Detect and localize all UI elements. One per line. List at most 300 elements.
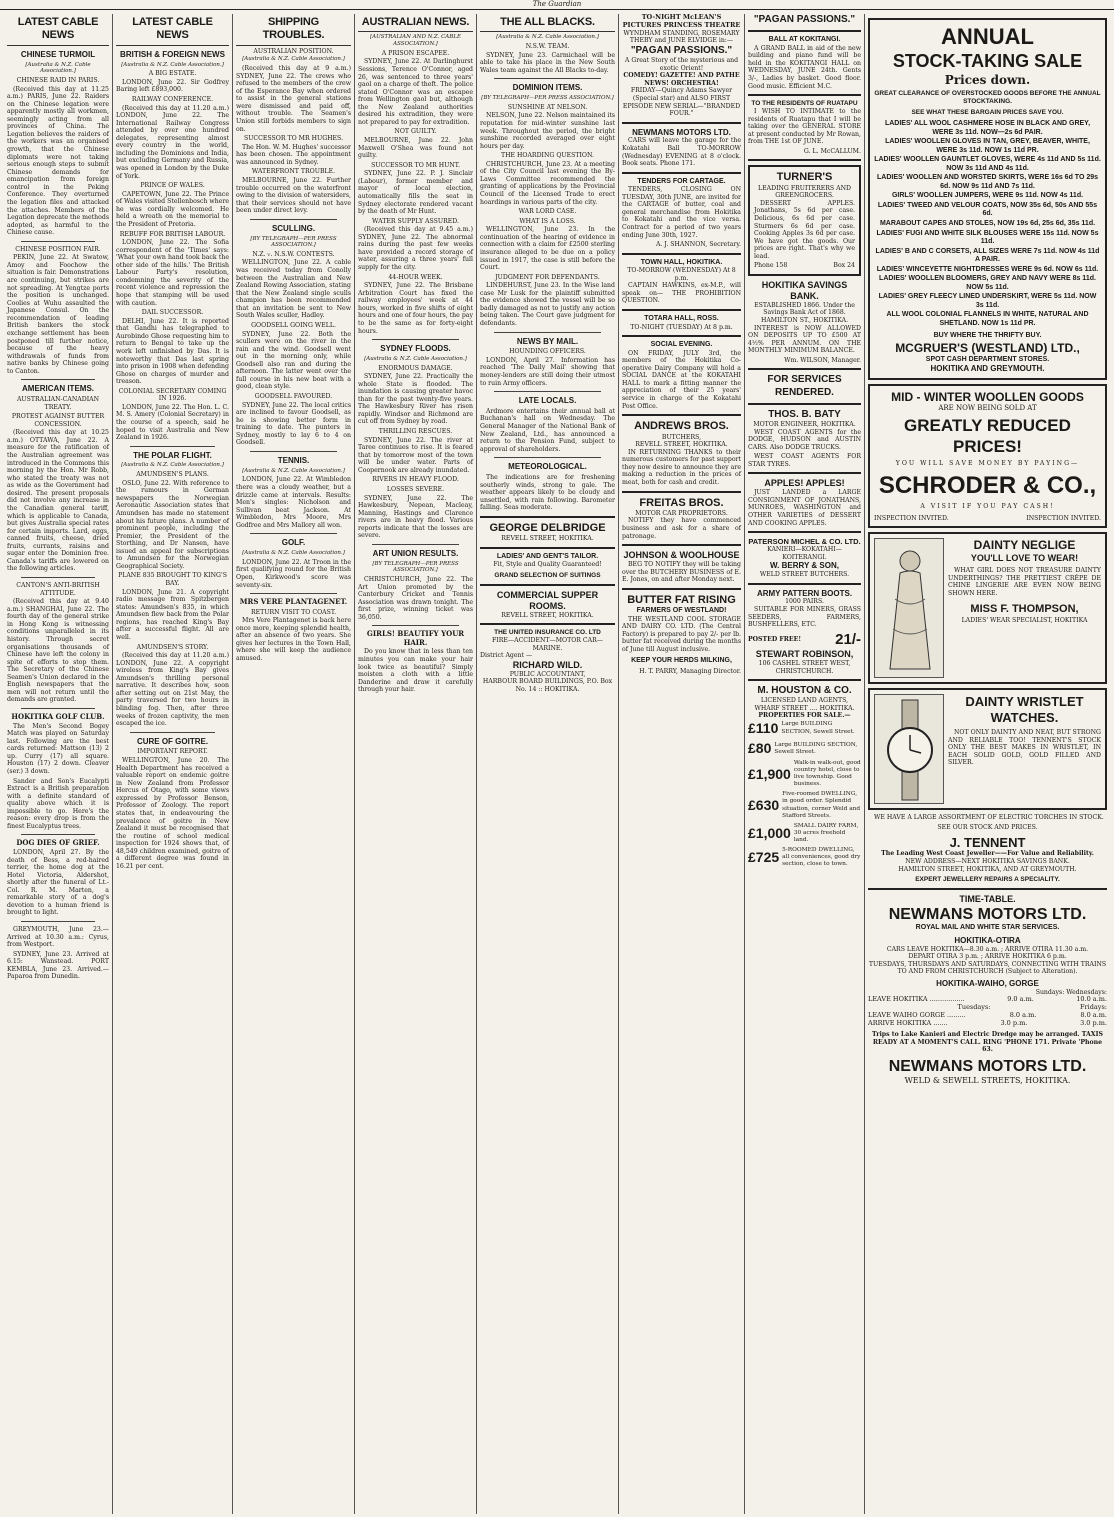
property-description: Large BUILDING SECTION, Sewell Street.: [774, 741, 858, 755]
story-text: (Received this day at 10.25 a.m.) OTTAWA, June 22. A measure for the ratification of the Australian agreement was introduced in the Commons this morning by the Hon. Mr Robb, who stated the treaty was not as wide as the Government had desired. The present proposals did not involve any increase in the Canadian general tariff, which is applicable to Canada, but gives Australia special rates for certain imports. Lard, eggs, canned fruits, cheese, dried fruits, currants, raisins and sugar enter the Dominion free. Canada's tariffs are lowered on the following articles.: [7, 429, 109, 573]
story-subtitle: PROTEST AGAINST BUTTER CONCESSION.: [11, 413, 105, 428]
advert-subtitle: MOTOR ENGINEER, HOKITIKA.: [753, 420, 856, 428]
story-subtitle: AUSTRALIAN-CANADIAN TREATY.: [16, 396, 100, 411]
sale-item: LADIES' TWEED AND VELOUR COATS, NOW 35s 6d, 50s AND 55s 6d.: [877, 201, 1098, 218]
timetable-cell: 9.0 a.m.: [1007, 995, 1034, 1004]
advert-title: THE UNITED INSURANCE CO. LTD: [494, 629, 601, 637]
story-head: HOUNDING OFFICERS.: [509, 348, 586, 356]
advert-address: 106 CASHEL STREET WEST,: [758, 659, 851, 667]
story-text: (Received this day at 11.25 a.m.) PARIS, June 22. Raiders on the Chinese legation were apparently mostly all workmen, seemingly acting from all provinces of China. The Legation believes the raiders of the workers was an organised growth, that the Chinese diplomats were not taking serious enough steps to submit Chinese demands for emancipation from foreign control in the Peking Conference. They overturned the legation files and attacked the attaches. Members of the Legation deprecate the methods adopted, as harmful to the Chinese cause.: [7, 85, 109, 237]
property-price: £725: [748, 848, 780, 865]
timetable-cell: 8.0 a.m.: [1009, 1011, 1037, 1020]
divider: [21, 708, 95, 709]
story-head: COLONIAL SECRETARY COMING IN 1926.: [118, 387, 227, 403]
story-title: HOKITIKA GOLF CLUB.: [11, 712, 105, 722]
timetable-cell: ARRIVE HOKITIKA .......: [868, 1019, 948, 1028]
price-row: [748, 631, 861, 649]
story-text: PEKIN, June 22. At Swatow, Amoy and Foochow the situation is fair. Demonstrations are continuing, but strikes are not spreading. At Yengtze ports the position is unchanged. Coolies at Wuhu assaulted the Japanese Consul. On the recommendation of leading British bankers the stock exchange settlement has been postponed till further notice, because of the heavy withdrawals of funds from native banks by Chinese going to Canton.: [7, 254, 109, 375]
store-name: MCGRUER'S (WESTLAND) LTD.,: [895, 340, 1080, 355]
store-address: HAMILTON STREET, HOKITIKA, AND AT GREYMOUTH.: [898, 865, 1077, 873]
shipping-text: SYDNEY, June 23. Arrived at 6.15: Wanstead. PORT KEMBLA, June 23. Arrived.—Paparoa from Dunedin.: [7, 950, 109, 981]
story-head: SUCCESSOR TO MR HUNT.: [371, 161, 460, 169]
advert-title: MID - WINTER WOOLLEN GOODS: [891, 389, 1084, 404]
advert-title: SOCIAL EVENING.: [650, 341, 713, 349]
advert-address: WHARF STREET .... HOKITIKA.: [754, 704, 855, 712]
story-head: N.Z. v. N.S.W. CONTESTS.: [252, 250, 335, 258]
story-text: SYDNEY, June 22. P. J. Sinclair (Labour), former member and mayor of local election, automatically fills the seat in Sydney electorate rendered vacant by the death of Mr Hunt.: [358, 170, 473, 216]
sale-item: LADIES' FUGI AND WHITE SILK BLOUSES WERE 15s 11d. NOW 5s 11d.: [876, 229, 1099, 246]
advert-text: GREAT CLEARANCE OF OVERSTOCKED GOODS BEFORE THE ANNUAL STOCKTAKING.: [874, 90, 1101, 106]
advert-title: RICHARD WILD.: [512, 659, 583, 670]
property-listing: [748, 847, 861, 868]
sale-item: GIRLS' WOOLLEN JUMPERS, WERE 9s 11d. NOW 4s 11d.: [891, 192, 1084, 200]
story-title: METEOROLOGICAL.: [508, 462, 587, 472]
advert-subtitle: LEADING FRUITERERS AND GREENGROCERS.: [758, 184, 851, 200]
sale-item: LADIES' WOOLLEN AND WORSTED SKIRTS, WERE 16s 6d TO 29s 6d. NOW 9s 11d AND 7s 11d.: [876, 174, 1099, 190]
advert-title: COMMERCIAL SUPPER ROOMS.: [496, 589, 599, 611]
advert-title: NEWMANS MOTORS LTD.: [632, 127, 731, 137]
story-text: WELLINGTON, June 22. A cable was received today from Conolly between the Australian and New Zealand Rowing Association, stating that the New Zealand single sculls champion has been recommended that an invitation be sent to New South Wales sculler, Hadley.: [236, 259, 351, 320]
timetable-row: [868, 1020, 1107, 1028]
advert-text: HARBOUR BOARD BUILDINGS, P.O. Box No. 14 :: HOKITIKA.: [482, 678, 613, 693]
story-title: TENNIS.: [277, 455, 310, 465]
property-price: £80: [748, 740, 772, 757]
advert-title: ANDREWS BROS.: [634, 420, 729, 433]
advert-text: SEE OUR STOCK AND PRICES.: [937, 823, 1038, 831]
advert-signature: Wm. WILSON, Manager.: [784, 356, 861, 364]
story-title: THE POLAR FLIGHT.: [133, 450, 212, 460]
story-head: SUNSHINE AT NELSON.: [507, 103, 588, 111]
story-title: MRS VERE PLANTAGENET.: [239, 597, 348, 607]
advert-signature: H. T. PARRY, Managing Director.: [639, 668, 741, 676]
story-text: The Men's Second Bogey Match was played on Saturday last. Following are the best cards returned: Mattson (13) 2 up. Curry (17) all square. Houston (17) 2 down. Cleaver (ser.) 3 down.: [7, 722, 109, 775]
advert-text: INTEREST is NOW ALLOWED ON DEPOSITS UP TO £500 AT 4½% PER ANNUM. ON THE MONTHLY MINIMUM BALANCE.: [748, 324, 861, 355]
column-header: LATEST CABLE NEWS: [7, 14, 109, 46]
story-head: PLANE 835 BROUGHT TO KING'S BAY.: [118, 572, 227, 588]
timetable-days: Sundays: Wednesdays:: [1035, 988, 1107, 996]
story-head: WAR LORD CASE.: [518, 208, 577, 216]
store-subtitle: LADIES' WEAR SPECIALIST, HOKITIKA: [961, 616, 1088, 624]
story-head: WATER SUPPLY ASSURED.: [372, 217, 459, 225]
story-head: RIVERS IN HEAVY FLOOD.: [372, 476, 459, 484]
advert-text: CAPTAIN HAWKINS, ex-M.P., will speak on— THE PROHIBITION QUESTION.: [622, 282, 741, 305]
column-header: LATEST CABLE NEWS: [116, 14, 229, 46]
lady-illustration-icon: [874, 538, 944, 678]
watches-advert: [868, 688, 1107, 810]
timetable-cell: 3.0 p.m.: [1080, 1019, 1107, 1028]
story-title: GOLF.: [281, 538, 306, 548]
advert-title: "PAGAN PASSIONS.": [630, 44, 733, 56]
story-head: N.S.W. TEAM.: [525, 43, 570, 51]
story-title: CANTON'S ANTI-BRITISH ATTITUDE.: [16, 582, 100, 597]
advert-title: "PAGAN PASSIONS.": [753, 14, 856, 25]
advert-text: WE HAVE A LARGE ASSORTMENT OF ELECTRIC TORCHES IN STOCK.: [874, 814, 1104, 822]
story-head: AMUNDSEN'S STORY.: [136, 643, 209, 651]
advert-subtitle: FARMERS OF WESTLAND!: [636, 607, 727, 615]
story-head: GOODSELL FAVOURED.: [254, 393, 333, 401]
shipping-text: GREYMOUTH, June 23.—Arrived at 10.30 a.m.: Cyrus, from Westport.: [7, 926, 109, 949]
divider: [622, 414, 741, 416]
advert-title: BUTTER FAT RISING: [627, 593, 736, 606]
advert-title: M. HOUSTON & CO.: [757, 685, 852, 697]
story-text: LONDON, April 27. By the death of Bess, a red-haired terrier, the home dog at the Hotel Victoria, Aldershot, shortly after the funeral of Lt.-Col. R. M. Marten, a remarkable story of a dog's devotion to a human friend is brought to light.: [7, 848, 109, 917]
divider: [250, 219, 337, 220]
story-title: LATE LOCALS.: [518, 396, 577, 406]
price-value: 21/-: [835, 630, 861, 648]
advert-subtitle: Prices down.: [944, 72, 1031, 87]
advert-text: Fit, Style and Quality Guaranteed!: [493, 561, 602, 569]
contact-row: [754, 262, 855, 270]
advert-subtitle: BUTCHERS,: [661, 433, 702, 441]
divider: [250, 593, 337, 594]
story-credit: [Australia & N.Z. Cable Association.]: [364, 355, 467, 362]
advert-text: IN RETURNING THANKS to their numerous customers for past support they now desire to announce they are making a reduction in the prices of meat, both for cash and credit.: [622, 448, 741, 486]
property-listing: [748, 823, 861, 844]
column-header: THE ALL BLACKS.: [480, 14, 615, 32]
story-title: CURE OF GOITRE.: [136, 736, 209, 746]
advert-title: DAINTY WRISTLET WATCHES.: [965, 694, 1084, 726]
divider: [250, 533, 337, 534]
divider: [372, 625, 459, 626]
story-credit: [BY TELEGRAPH—PER PRESS ASSOCIATION.]: [250, 235, 337, 249]
store-subtitle: SPOT CASH DEPARTMENT STORES.: [925, 355, 1050, 363]
story-head: WATERFRONT TROUBLE.: [251, 168, 336, 176]
property-listing: [748, 720, 861, 737]
divider: [748, 368, 861, 370]
advert-address: REVELL STREET, HOKITIKA.: [501, 535, 594, 543]
story-text: WELLINGTON, June 23. In the continuation of the hearing of evidence in connection with a claim for £2500 sterling insurance alleged to be due on a policy issued in 1917, the case is still before the Court.: [480, 226, 615, 272]
divider: [21, 577, 95, 578]
advert-text: KEEP YOUR HERDS MILKING,: [631, 656, 732, 664]
story-subtitle: LOSSES SEVERE.: [386, 485, 445, 493]
advert-text: ESTABLISHED 1866. Under the Savings Bank Act of 1868. HAMILTON ST., HOKITIKA.: [754, 301, 855, 325]
woollen-goods-advert: [868, 384, 1107, 529]
advert-title: THOS. B. BATY: [768, 408, 841, 420]
stocktaking-advert: [868, 18, 1107, 380]
story-text: MELBOURNE, June 22. Further trouble occurred on the waterfront owing to the division of watersiders, that their services should not have been under direct levy.: [236, 176, 351, 215]
timetable-subtitle: ROYAL MAIL AND WHITE STAR SERVICES.: [915, 924, 1060, 932]
sale-item: LADIES' B AND C CORSETS, ALL SIZES WERE 7s 11d. NOW 4s 11d A PAIR.: [875, 247, 1100, 264]
story-text: Sander and Son's Eucalypti Extract is a British preparation with a definite standard of quality above which it is impossible to go. Here's the reason: every drop is from the finest Eucalyptus trees.: [7, 777, 109, 830]
story-head: A PRISON ESCAPEE.: [381, 49, 450, 57]
story-credit: [Australia & N.Z. Cable Association.]: [121, 61, 224, 68]
advert-text: JUST LANDED a LARGE CONSIGNMENT OF JONATHANS, MUNROES, WASHINGTON and OTHER VARIETIES of DESSERT AND COOKING APPLES.: [748, 489, 861, 527]
divider: [622, 172, 741, 174]
story-text: LONDON, June 22. The Sofia correspondent of the 'Times' says: 'What your own hand took back the other side of the hills.' The British Labour Party's resolution, condemning the severity of the recent violence and repression the hope that stamping will be used with caution.: [116, 239, 229, 307]
advert-subtitle: KANIERI—KOKATAHI—KOITERANGI.: [767, 546, 842, 561]
divider: [622, 491, 741, 493]
advert-title: DAINTY NEGLIGE: [973, 538, 1076, 553]
divider: [250, 451, 337, 452]
story-text: SYDNEY, June 22. The Hawkesbury, Nepean, Macleay, Manning, Hastings and Clarence rivers are in heavy flood. Various reports indicate that the losses are severe.: [358, 494, 473, 540]
advert-text: FIRE—ACCIDENT—MOTOR CAR—MARINE.: [492, 637, 603, 652]
divider: [21, 379, 95, 380]
story-head: ENORMOUS DAMAGE.: [378, 364, 453, 372]
story-head: DAIL SUCCESSOR.: [141, 309, 204, 317]
story-title: SCULLING.: [271, 223, 316, 233]
advert-text: WHAT GIRL DOES NOT TREASURE DAINTY UNDERTHINGS? THE PRETTIEST CRÊPE DE CHINE LINGERIE ARE EVEN NOW BEING SHOWN HERE.: [948, 567, 1101, 597]
divider: [480, 584, 615, 586]
box-number: Box 24: [833, 262, 855, 270]
column-8: [864, 14, 1110, 1514]
advert-text: NOT ONLY DAINTY AND NEAT, BUT STRONG AND RELIABLE TOO! TENNENT'S STOCK ONLY THE BEST MAKES IN WRISTLET, IN EACH SOLID GOLD, GOLD FILLED AND SILVER.: [948, 729, 1101, 767]
advert-text: Do you know that in less than ten minutes you can make your hair look twice as beautiful? Simply moisten a cloth with a little Danderine and draw it carefully through your hair.: [358, 648, 473, 694]
story-head: THE HOARDING QUESTION.: [500, 152, 594, 160]
advert-text: YOU WILL SAVE MONEY BY PAYING—: [895, 460, 1080, 468]
story-text: (Received this day at 9.45 a.m.) SYDNEY, June 22. The abnormal rains during the past few weeks have provided a record storage of water, assuring a three years' full supply for the city.: [358, 226, 473, 271]
property-description: Walk-in walk-out, good country hotel, close to live township. Good business.: [793, 760, 861, 788]
timetable-cell: Tuesdays:: [957, 1003, 991, 1012]
advert-subtitle: MOTOR CAR PROPRIETORS.: [635, 509, 728, 517]
advert-title: TOWN HALL, HOKITIKA.: [640, 258, 723, 266]
advert-title: STEWART ROBINSON,: [755, 649, 854, 660]
divider: [480, 547, 615, 549]
story-text: (Received this day at 11.20 a.m.) LONDON, June 22. The International Railway Congress attended by over one hundred delegates, representing almost every country in the world, including the Dominions and India, but excluding Germany and Russia, was opened in London by the Duke of York.: [116, 104, 229, 180]
timetable-cell: LEAVE WAIHO GORGE .........: [868, 1011, 966, 1020]
story-head: A BIG ESTATE.: [148, 70, 197, 78]
timetable-cell: Fridays:: [1080, 1003, 1107, 1012]
story-title: CHINESE POSITION FAIR.: [15, 245, 101, 253]
advert-text: TO-MORROW (WEDNESDAY) At 8 p.m.: [627, 267, 736, 282]
divider: [494, 78, 601, 79]
advert-text: BEG TO NOTIFY they will be taking over the BUTCHERY BUSINESS of E. E. Jones, on and after Monday next.: [622, 561, 741, 584]
wristwatch-icon: [874, 694, 944, 804]
advert-title: FOR SERVICES RENDERED.: [767, 374, 842, 398]
property-price: £630: [748, 796, 780, 813]
advert-text: DESSERT APPLES. Jonathans, 5s 6d per case. Delicious, 6s 6d per case. Sturmers 6s 6d per case. Cooking Apples 3s 6d per case. We have got the goods. Our prices are right. That's why we lead.: [754, 199, 855, 260]
divider: [130, 732, 215, 733]
story-title: BRITISH & FOREIGN NEWS: [120, 49, 225, 59]
timetable-address: WELD & SEWELL STREETS, HOKITIKA.: [904, 1076, 1071, 1086]
story-text: LONDON, June 22. At Troon in the first qualifying round for the British Open, Kirkwood's score was seventy-six.: [236, 558, 351, 589]
story-text: CHRISTCHURCH, June 22. The Art Union promoted by the Canterbury Cricket and Tennis Association was drawn tonight. The first prize, winning ticket was 36,050.: [358, 576, 473, 621]
story-text: LINDEHURST, June 23. In the Wise land case Mr Lusk for the plaintiff submitted the evidence showed the vessel will be so badly damaged as not to justify any action being taken. The Court gave judgment for defendants.: [480, 282, 615, 327]
divider: [748, 159, 861, 161]
story-text: SYDNEY, June 22. The Brisbane Arbitration Court has fixed the railway employees' week at 44 hours, worked in five shifts of eight hours and one of four hours, the pay to be the same as for forty-eight hours.: [358, 282, 473, 335]
story-credit: [Australia & N.Z. Cable Association.]: [242, 550, 345, 557]
price-label: POSTED FREE!: [748, 636, 802, 644]
story-head: JUDGMENT FOR DEFENDANTS.: [495, 273, 600, 281]
story-text: (Received this day at 11.20 a.m.) LONDON, June 22. A copyright wireless from King's Bay gives Amundsen's thrilling personal narrative. It describes how, soon after setting out on 21st May, the party traversed for two hours in blinding fog. Then, after three weeks of frozen captivity, the men escaped the ice.: [116, 652, 229, 728]
story-text: (Received this day at 9.40 a.m.) SHANGHAI, June 22. The fourth day of the general strike in Hong Kong is witnessing conditions unparalleled in its history. Through secret organisations thousands of Chinese have left the colony in spite of efforts to stop them. The Secretary of the Chinese Seamen's Union declared in the English newspapers that the men will not return until the demands are granted.: [7, 598, 109, 704]
story-text: LONDON, June 21. A copyright radio message from Spitzbergen states: Amundsen's 835, in which Amundsen flew back from the Polar regions, has reached King's Bay after a successful flight. All are well.: [116, 588, 229, 641]
column-header: AUSTRALIAN NEWS.: [358, 14, 473, 32]
advert-text: WEST COAST AGENTS for the DODGE, HUDSON and AUSTIN CARS. Also DODGE TRUCKS.: [748, 428, 861, 451]
advert-subtitle: 1000 PAIRS.: [785, 598, 824, 606]
story-head: SUCCESSOR TO MR HUGHES.: [243, 135, 344, 143]
store-address: NEW ADDRESS—NEXT HOKITIKA SAVINGS BANK.: [905, 857, 1070, 865]
timetable-cell: LEAVE HOKITIKA .................: [868, 995, 965, 1004]
story-credit: [AUSTRALIAN AND N.Z. CABLE ASSOCIATION.]: [370, 34, 461, 48]
advert-subtitle: ARE NOW BEING SOLD AT: [938, 404, 1037, 413]
timetable-route: HOKITIKA-OTIRA: [954, 936, 1021, 946]
story-text: SYDNEY, June 22. At Darlinghurst Sessions, Terence O'Connor, aged 26, was sentenced to three years' gaol on a charge of theft. The police stated O'Connor was an escapee from Wellington gaol but, although the New Zealand authorities desired his extradition, they were not prepared to pay for extradition.: [358, 58, 473, 126]
advert-subtitle: LADIES' AND GENT'S TAILOR.: [496, 552, 599, 560]
advert-title: GREATLY REDUCED PRICES!: [904, 415, 1071, 456]
property-listing: [748, 760, 861, 788]
sale-item: MARABOUT CAPES AND STOLES, NOW 19s 6d, 25s 6d, 35s 11d.: [879, 220, 1096, 228]
divider: [21, 241, 95, 242]
story-head: RAILWAY CONFERENCE.: [131, 95, 214, 103]
property-price: £1,900: [748, 765, 791, 782]
story-title: SYDNEY FLOODS.: [380, 344, 451, 354]
divider: [21, 834, 95, 835]
advert-text: FRIDAY—Quincy Adams Sawyer (Special star) and ALSO FIRST EPISODE NEW SERIAL—"BRANDED FOUR.": [622, 87, 741, 118]
divider: [748, 30, 861, 32]
neglige-advert: [868, 532, 1107, 684]
divider: [622, 309, 741, 311]
divider: [748, 94, 861, 96]
column-1: [4, 14, 112, 1514]
store-name: SCHRODER & CO.,: [878, 472, 1097, 500]
advert-text: ON FRIDAY, JULY 3rd, the members of the Hokitika Co-operative Dairy Company will hold a SOCIAL DANCE at the KOKATAHI HALL to mark a fitting manner the appreciation of their 25 years' service in charge of the Kokatahi Post Office.: [622, 349, 741, 410]
divider: [868, 888, 1107, 890]
advert-title: JOHNSON & WOOLHOUSE: [623, 550, 740, 561]
column-3: [232, 14, 354, 1514]
advert-title: APPLES! APPLES!: [764, 478, 845, 489]
story-text: SYDNEY, June 23. Carmichael will be able to take his place in the New South Wales team against the All Blacks to-day.: [480, 51, 615, 74]
story-head: AMUNDSEN'S PLANS.: [136, 471, 209, 479]
column-6: [618, 14, 744, 1514]
store-subtitle: The Leading West Coast Jeweller——For Value and Reliability.: [881, 850, 1094, 858]
advert-title: HOKITIKA SAVINGS BANK.: [761, 279, 848, 301]
property-description: SMALL DAIRY FARM, 30 acres freehold land.: [793, 822, 859, 843]
advert-text: TO-NIGHT McLEAN'S PICTURES PRINCESS THEATRE: [622, 14, 741, 29]
story-text: OSLO, June 22. With reference to the rumours in German newspapers the Norwegian Aeronautic Association states that Amundsen has made no statement about his future plans. A number of prominent people, including the Premier, the President of the Storthing, and Dr Nansen, have issued an appeal for subscriptions to Amundsen for the Norwegian Geographical Society.: [116, 479, 229, 570]
advert-signature: G. L. McCALLUM.: [803, 147, 861, 155]
story-credit: [Australia & N.Z. Cable Association.]: [496, 34, 599, 41]
divider: [372, 544, 459, 545]
advert-subtitle: LICENSED LAND AGENTS,: [760, 697, 849, 705]
story-text: DELHI, June 22. It is reported that Gandhi has telegraphed to Aurobindo Ghose requesting him to return to Bengal to take up the work left unfinished by Das. It is noteworthy that Das last spring into prison in 1908 when defending Ghose on charges of murder and treason.: [116, 317, 229, 386]
divider: [748, 679, 861, 681]
story-text: SYDNEY, June 22. The local critics are inclined to favour Goodsell, as he is showing better form in training to date. The punters in Sydney, mostly to lay 6 to 4 on Goodsell.: [236, 401, 351, 447]
story-text: Ardmore entertains their annual ball at Buchanan's hall on Wednesday. The General Manager of the National Bank of New Zealand, Ltd., has announced a return to the Pension Fund, subject to approval of shareholders.: [480, 407, 615, 453]
story-text: The indications are for freshening southerly winds, strong to gale. The weather appears likely to be cloudy and unsettled, with rain following. Barometer falling. Seas moderate.: [480, 474, 615, 512]
timetable-rows: [868, 996, 1107, 1028]
story-credit: [Australia & N.Z. Cable Association.]: [242, 56, 345, 63]
story-head: PRINCE OF WALES.: [140, 182, 205, 190]
timetable-text: DEPART OTIRA 3 p.m. ; ARRIVE HOKITIKA 6 p.m.: [908, 953, 1067, 961]
divider: [748, 583, 861, 585]
story-title: DOG DIES OF GRIEF.: [16, 838, 100, 848]
story-title: DOMINION ITEMS.: [512, 83, 583, 93]
story-head: REBUFF FOR BRITISH LABOUR.: [119, 230, 226, 238]
advert-text: I WISH TO INTIMATE to the residents of Ruatapu that I will be taking over the GENERAL STORE at present conducted by Mr Rowan, from THE 1st OF JUNE.: [748, 108, 861, 146]
advert-title: ANNUAL: [941, 24, 1034, 49]
story-text: WELLINGTON, June 20. The Health Department has received a valuable report on endemic goitre in New Zealand from Professor Hercus of Otago, with some views expressed by Professor Benson, Professor of Zoology. The report states that, in endeavouring the prevalence of goitre in New Zealand it must be recognised that the routine of school medical inspection for 1924 shows that, of 48,549 children examined, goitre of a different degree was found in 16.21 per cent.: [116, 757, 229, 870]
timetable-text: Trips to Lake Kanieri and Electric Dredge may be arranged. TAXIS READY AT A MOMENT'S CALL. RING 'PHONE 171. Private 'Phone 63.: [872, 1031, 1103, 1054]
timetable-company: NEWMANS MOTORS LTD.: [888, 1057, 1087, 1075]
advert-text: A VISIT IF YOU PAY CASH!: [920, 503, 1055, 511]
advert-text: PROPERTIES FOR SALE.—: [758, 712, 851, 720]
advert-title: BALL AT KOKITANGI.: [768, 36, 841, 44]
advert-address: REVELL STREET, HOKITIKA.: [501, 611, 594, 619]
story-title: CHINESE TURMOIL: [20, 49, 96, 59]
advert-text: THE WESTLAND COOL STORAGE AND DAIRY CO. LTD. (The Central Factory) is prepared to pay 2/- per lb. butter fat received during the months of June till August inclusive.: [622, 615, 741, 653]
story-head: GOODSELL GOING WELL.: [251, 321, 336, 329]
divider: [494, 391, 601, 392]
phone-number: Phone 158: [754, 262, 788, 270]
sale-item: LADIES' WOOLLEN GAUNTLET GLOVES, WERE 4s 11d AND 5s 11d. NOW 3s 11d AND 4s 11d.: [874, 156, 1101, 172]
advert-text: TENDERS, CLOSING ON TUESDAY, 30th JUNE, are invited for the CARTAGE of butter, coal and general merchandise from Hokitika to Kokatahi and the vice versa. Contract for a period of two years ending June 30th, 1927.: [622, 186, 741, 239]
advert-title: GEORGE DELBRIDGE: [489, 521, 606, 534]
advert-signature: A. J. SHANNON, Secretary.: [655, 241, 741, 249]
advert-address: CHRISTCHURCH.: [775, 667, 834, 675]
divider: [622, 588, 741, 590]
property-description: Large BUILDING SECTION, Sewell Street.: [781, 721, 855, 735]
story-text: CHRISTCHURCH, June 23. At a meeting of the City Council last evening the By-Laws Committee recommended the granting of applications by the Provincial Council of the Licensed Trade to erect hoardings in various parts of the city.: [480, 160, 615, 206]
story-head: 44-HOUR WEEK.: [388, 273, 443, 281]
story-credit: [Australia & N.Z. Cable Association.]: [242, 467, 345, 474]
store-location: HOKITIKA AND GREYMOUTH.: [930, 364, 1045, 374]
divider: [130, 446, 215, 447]
advert-title: FREITAS BROS.: [639, 496, 724, 509]
divider: [480, 516, 615, 518]
advert-title: PATERSON MICHEL & CO. LTD.: [748, 537, 861, 547]
inspection-row: [874, 515, 1101, 523]
advert-text: GRAND SELECTION OF SUITINGS: [494, 571, 601, 579]
advert-text: WELD STREET BUTCHERS.: [759, 571, 850, 579]
story-text: LONDON, June 22. The Hon. L. C. M. S. Amery (Colonial Secretary) in the course of a speech, said he hoped to visit Australia and New Zealand in 1926.: [116, 403, 229, 442]
story-text: LONDON, June 22. At Wimbledon there was a cloudy weather, but a drizzle came at intervals. Results: Men's singles: Nicholson and Sullivan beat Jackson. At Wimbledon, Mrs Moore, Mrs Godfree and Mrs Mallory all won.: [236, 476, 351, 529]
advert-text: SEE WHAT THESE BARGAIN PRICES SAVE YOU.: [911, 109, 1064, 117]
column-header: SHIPPING TROUBLES.: [236, 14, 351, 46]
masthead: The Guardian: [0, 0, 1114, 10]
divider: [494, 457, 601, 458]
property-list: [748, 720, 861, 868]
divider: [21, 921, 95, 922]
turners-advert: [748, 165, 861, 276]
advert-text: SUITABLE FOR MINERS, GRASS SEEDERS, FARMERS, BUSHFELLERS, ETC.: [748, 606, 861, 629]
timetable-text: TUESDAYS, THURSDAYS AND SATURDAYS, CONNECTING WITH TRAINS TO AND FROM CHRISTCHURCH (Subject to Alteration).: [868, 960, 1107, 976]
timetable-route: HOKITIKA-WAIHO, GORGE: [936, 979, 1039, 989]
timetable-company: NEWMANS MOTORS LTD.: [888, 905, 1087, 923]
story-credit: [Australia & N.Z. Cable Association.]: [121, 462, 224, 469]
story-head: IMPORTANT REPORT.: [137, 748, 208, 756]
divider: [622, 253, 741, 255]
column-5: [476, 14, 618, 1514]
sale-item: LADIES' GREY FLEECY LINED UNDERSKIRT, WERE 5s 11d. NOW 3s 11d.: [878, 293, 1097, 309]
property-listing: [748, 740, 861, 757]
timetable-cell: 8.0 a.m.: [1080, 1011, 1107, 1020]
story-dateline: CHINESE RAID IN PARIS.: [16, 76, 100, 84]
story-text: NELSON, June 22. Nelson maintained its reputation for mid-winter sunshine last week. Throughout the period, the bright sunshine recorded averaged over eight hours per day.: [480, 112, 615, 150]
divider: [748, 531, 861, 533]
story-credit: [BY TELEGRAPH—PER PRESS ASSOCIATION.]: [372, 560, 459, 574]
story-head: RETURN VISIT TO COAST.: [250, 608, 337, 616]
advert-text: COMEDY! GAZETTE! AND PATHE NEWS! ORCHESTRA!: [623, 72, 740, 87]
advert-text: WEST COAST AGENTS FOR STAR TYRES.: [748, 453, 861, 468]
sale-items: [874, 120, 1101, 328]
story-text: SYDNEY, June 22. The river at Taree continues to rise. It is feared that by tomorrow most of the town will be under water. Parts of Coopernook are already inundated.: [358, 436, 473, 474]
advert-title: W. BERRY & SON,: [770, 561, 839, 571]
advert-title: ARMY PATTERN BOOTS.: [756, 588, 853, 598]
story-text: The Hon. W. M. Hughes' successor has been chosen. The appointment was announced in Sydney.: [236, 143, 351, 166]
timetable-text: CARS LEAVE HOKITIKA—8.30 a.m. ; ARRIVE OTIRA 11.30 a.m.: [886, 945, 1089, 953]
advert-address: REVELL STREET, HOKITIKA.: [635, 441, 728, 449]
advert-title: GIRLS! BEAUTIFY YOUR HAIR.: [366, 629, 465, 647]
advert-text: PUBLIC ACCOUNTANT,: [509, 670, 586, 678]
story-credit: [BY TELEGRAPH—PER PRESS ASSOCIATION.]: [481, 95, 614, 102]
story-text: Mrs Vere Plantagenet is back here once more, keeping splendid health, after an absence of two years. She gives her lectures in the Town Hall, where she will keep the audience amused.: [236, 617, 351, 662]
advert-title: TENDERS FOR CARTAGE.: [637, 177, 726, 185]
divider: [748, 403, 861, 405]
property-price: £1,000: [748, 824, 791, 841]
store-name: J. TENNENT: [949, 834, 1026, 850]
story-title: AMERICAN ITEMS.: [22, 384, 94, 394]
store-name: MISS F. THOMPSON,: [970, 603, 1079, 616]
